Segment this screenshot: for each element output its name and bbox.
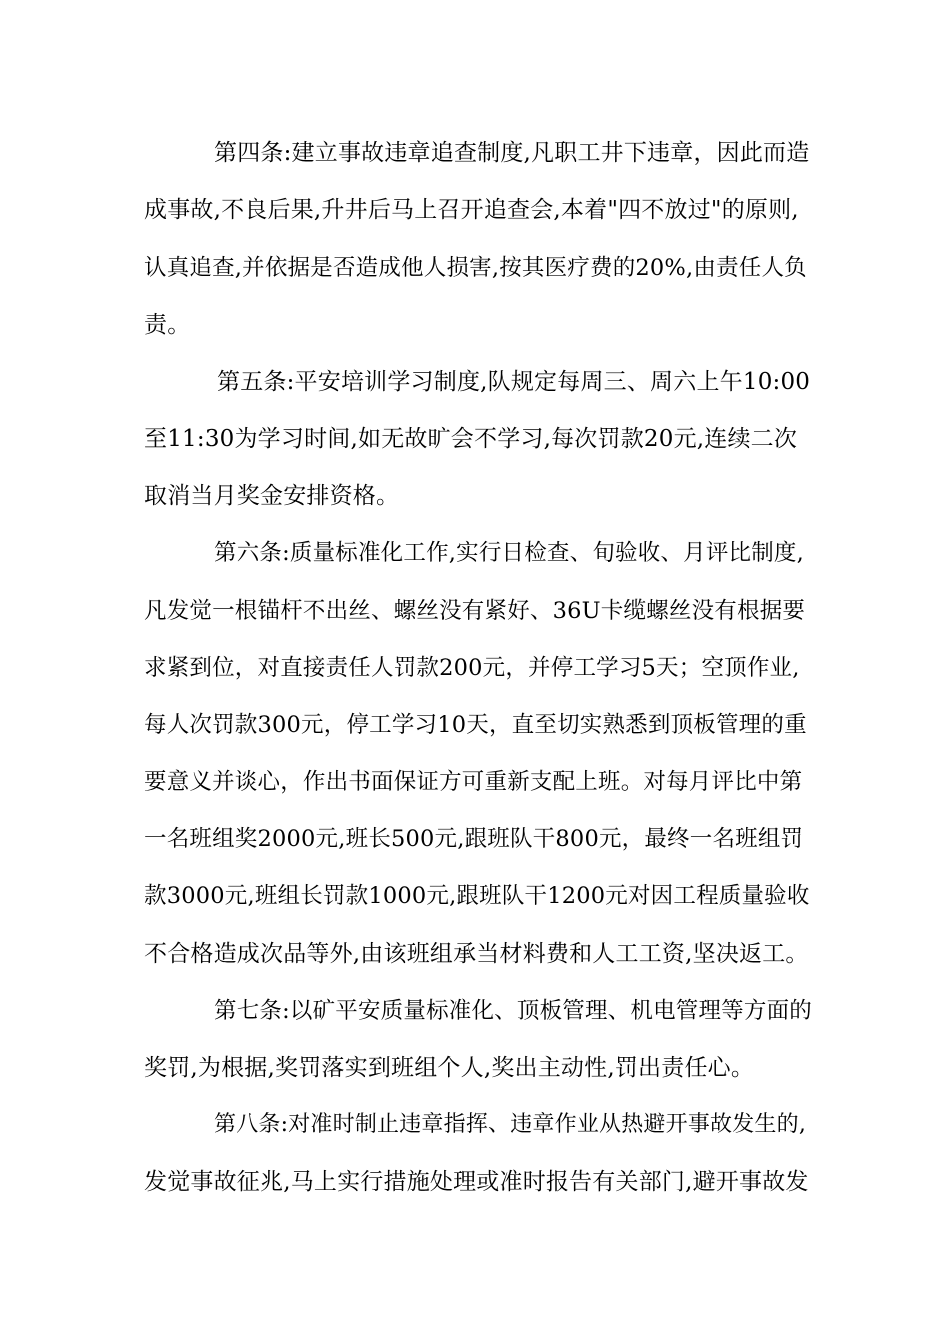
paragraph-line: 认真追查,并依据是否造成他人损害,按其医疗费的20%,由责任人负 xyxy=(144,255,807,281)
paragraph-line: 第八条:对准时制止违章指挥、违章作业从热避开事故发生的, xyxy=(214,1112,807,1137)
paragraph-line: 取消当月奖金安排资格。 xyxy=(144,483,400,509)
paragraph-line: 第七条:以矿平安质量标准化、顶板管理、机电管理等方面的 xyxy=(214,998,812,1024)
paragraph-line: 要意义并谈心，作出书面保证方可重新支配上班。对每月评比中第 xyxy=(144,769,803,795)
paragraph-line: 奖罚,为根据,奖罚落实到班组个人,奖出主动性,罚出责任心。 xyxy=(144,1055,755,1081)
paragraph-line: 不合格造成次品等外,由该班组承当材料费和人工工资,坚决返工。 xyxy=(144,941,809,967)
paragraph-line: 至11:30为学习时间,如无故旷会不学习,每次罚款20元,连续二次 xyxy=(144,426,798,452)
paragraph-line: 求紧到位，对直接责任人罚款200元，并停工学习5天；空顶作业, xyxy=(144,655,800,681)
paragraph-line: 第六条:质量标准化工作,实行日检查、旬验收、月评比制度, xyxy=(214,540,804,566)
paragraph-line: 第五条:平安培训学习制度,队规定每周三、周六上午10:00 xyxy=(217,369,811,395)
paragraph-line: 责。 xyxy=(144,312,191,338)
paragraph-line: 款3000元,班组长罚款1000元,跟班队干1200元对因工程质量验收 xyxy=(144,883,810,909)
paragraph-line: 每人次罚款300元，停工学习10天，直至切实熟悉到顶板管理的重 xyxy=(144,712,807,738)
paragraph-line: 一名班组奖2000元,班长500元,跟班队干800元，最终一名班组罚 xyxy=(144,826,804,852)
paragraph-line: 凡发觉一根锚杆不出丝、螺丝没有紧好、36U卡缆螺丝没有根据要 xyxy=(144,598,806,624)
paragraph-line: 发觉事故征兆,马上实行措施处理或准时报告有关部门,避开事故发 xyxy=(144,1169,809,1195)
paragraph-line: 成事故,不良后果,升井后马上召开追查会,本着"四不放过"的原则, xyxy=(144,197,799,223)
paragraph-line: 第四条:建立事故违章追查制度,凡职工井下违章，因此而造 xyxy=(214,140,810,166)
